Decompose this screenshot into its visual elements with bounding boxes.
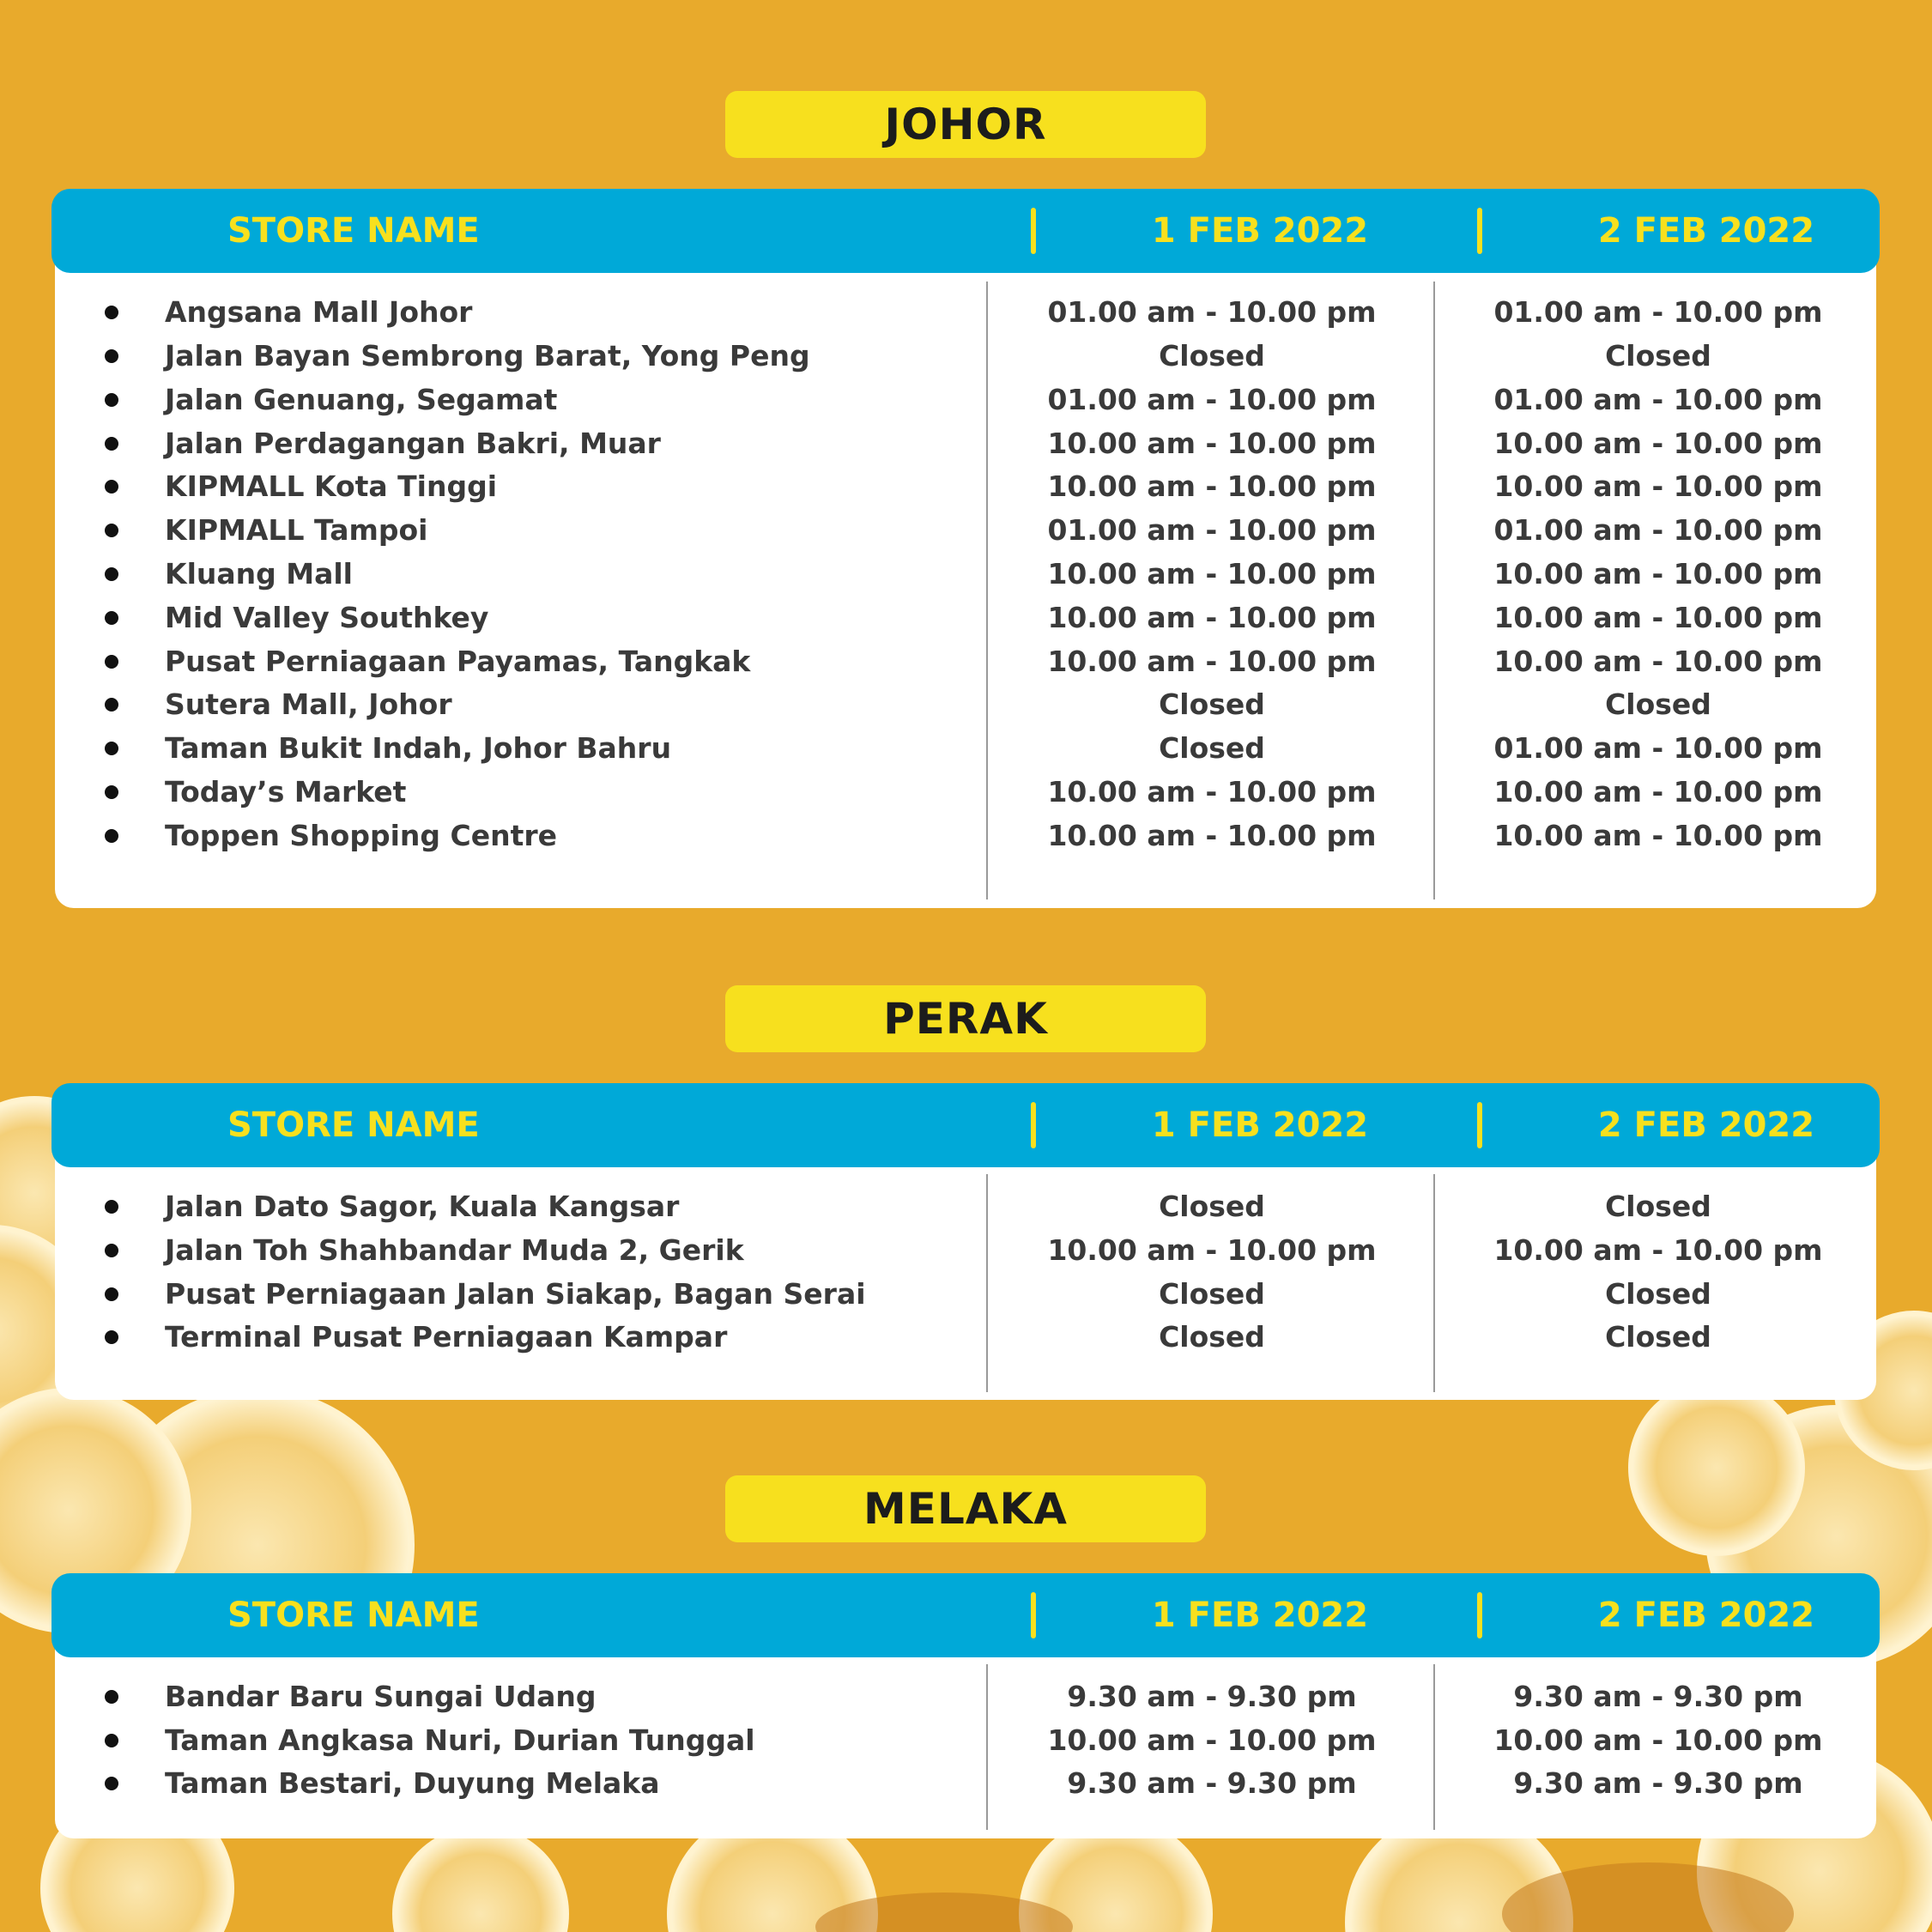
store-name: Taman Bukit Indah, Johor Bahru xyxy=(165,731,672,765)
table-header xyxy=(51,189,1880,273)
table-row xyxy=(55,682,1876,726)
bullet-icon xyxy=(105,1244,118,1257)
hours-date1: Closed xyxy=(1159,339,1265,372)
table-row xyxy=(55,508,1876,552)
hours-date1: 01.00 am - 10.00 pm xyxy=(1047,295,1377,329)
table-row xyxy=(55,639,1876,683)
hours-date1: Closed xyxy=(1159,1320,1265,1354)
store-name: Toppen Shopping Centre xyxy=(165,819,558,852)
store-name: Jalan Toh Shahbandar Muda 2, Gerik xyxy=(165,1233,744,1267)
hours-date1: 9.30 am - 9.30 pm xyxy=(1067,1680,1357,1713)
hours-date2: 01.00 am - 10.00 pm xyxy=(1493,295,1823,329)
section-title-perak: PERAK xyxy=(725,985,1206,1052)
store-name: Jalan Genuang, Segamat xyxy=(165,383,558,416)
table-perak xyxy=(55,1083,1876,1400)
table-row xyxy=(55,1315,1876,1359)
hours-date2: 10.00 am - 10.00 pm xyxy=(1493,1233,1823,1267)
hours-date1: 01.00 am - 10.00 pm xyxy=(1047,513,1377,547)
hours-date2: 10.00 am - 10.00 pm xyxy=(1493,557,1823,591)
store-name: Jalan Bayan Sembrong Barat, Yong Peng xyxy=(165,339,810,372)
column-header-store: STORE NAME xyxy=(227,211,480,251)
hours-date2: Closed xyxy=(1605,687,1711,721)
table-row xyxy=(55,1761,1876,1805)
hours-date1: 10.00 am - 10.00 pm xyxy=(1047,557,1377,591)
table-row xyxy=(55,1228,1876,1272)
hours-date2: 01.00 am - 10.00 pm xyxy=(1493,513,1823,547)
hours-date1: Closed xyxy=(1159,687,1265,721)
header-divider xyxy=(1477,1102,1482,1148)
table-row xyxy=(55,378,1876,421)
hours-date1: 10.00 am - 10.00 pm xyxy=(1047,469,1377,503)
table-row xyxy=(55,1272,1876,1316)
store-name: Angsana Mall Johor xyxy=(165,295,473,329)
store-name: Terminal Pusat Perniagaan Kampar xyxy=(165,1320,728,1354)
table-row xyxy=(55,770,1876,814)
column-header-date1: 1 FEB 2022 xyxy=(1151,211,1369,251)
hours-date2: 10.00 am - 10.00 pm xyxy=(1493,1723,1823,1757)
hours-date2: Closed xyxy=(1605,339,1711,372)
table-row xyxy=(55,464,1876,508)
column-header-store: STORE NAME xyxy=(227,1105,480,1145)
hours-date2: 10.00 am - 10.00 pm xyxy=(1493,601,1823,634)
store-name: Pusat Perniagaan Jalan Siakap, Bagan Serai xyxy=(165,1277,866,1311)
table-row xyxy=(55,334,1876,378)
bullet-icon xyxy=(105,480,118,494)
table-row xyxy=(55,726,1876,770)
hours-date2: 10.00 am - 10.00 pm xyxy=(1493,469,1823,503)
hours-date1: Closed xyxy=(1159,1277,1265,1311)
section-title-johor: JOHOR xyxy=(725,91,1206,158)
store-name: Jalan Dato Sagor, Kuala Kangsar xyxy=(165,1190,680,1223)
hours-date1: 10.00 am - 10.00 pm xyxy=(1047,775,1377,809)
bullet-icon xyxy=(105,437,118,451)
table-melaka xyxy=(55,1573,1876,1838)
header-divider xyxy=(1031,1592,1036,1638)
hours-date2: 01.00 am - 10.00 pm xyxy=(1493,383,1823,416)
hours-date1: Closed xyxy=(1159,731,1265,765)
bullet-icon xyxy=(105,829,118,843)
store-name: Mid Valley Southkey xyxy=(165,601,489,634)
hours-date2: Closed xyxy=(1605,1277,1711,1311)
table-row xyxy=(55,1718,1876,1762)
column-header-date1: 1 FEB 2022 xyxy=(1151,1596,1369,1635)
hours-date1: Closed xyxy=(1159,1190,1265,1223)
store-name: Taman Bestari, Duyung Melaka xyxy=(165,1766,660,1800)
column-header-date2: 2 FEB 2022 xyxy=(1597,1105,1815,1145)
hours-date2: 10.00 am - 10.00 pm xyxy=(1493,645,1823,678)
hours-date2: Closed xyxy=(1605,1190,1711,1223)
table-header xyxy=(51,1083,1880,1167)
header-divider xyxy=(1031,1102,1036,1148)
column-header-date1: 1 FEB 2022 xyxy=(1151,1105,1369,1145)
column-header-store: STORE NAME xyxy=(227,1596,480,1635)
hours-date1: 10.00 am - 10.00 pm xyxy=(1047,1233,1377,1267)
hours-date1: 9.30 am - 9.30 pm xyxy=(1067,1766,1357,1800)
bullet-icon xyxy=(105,655,118,669)
table-row xyxy=(55,421,1876,465)
header-divider xyxy=(1031,208,1036,254)
bullet-icon xyxy=(105,698,118,712)
header-divider xyxy=(1477,208,1482,254)
bullet-icon xyxy=(105,611,118,625)
header-divider xyxy=(1477,1592,1482,1638)
table-row xyxy=(55,1184,1876,1228)
bullet-icon xyxy=(105,1734,118,1747)
store-name: Kluang Mall xyxy=(165,557,353,591)
column-header-date2: 2 FEB 2022 xyxy=(1597,1596,1815,1635)
bullet-icon xyxy=(105,1777,118,1790)
hours-date1: 10.00 am - 10.00 pm xyxy=(1047,645,1377,678)
store-name: Jalan Perdagangan Bakri, Muar xyxy=(165,427,661,460)
store-name: Taman Angkasa Nuri, Durian Tunggal xyxy=(165,1723,755,1757)
store-name: KIPMALL Kota Tinggi xyxy=(165,469,498,503)
bullet-icon xyxy=(105,1690,118,1704)
bullet-icon xyxy=(105,393,118,407)
store-name: KIPMALL Tampoi xyxy=(165,513,428,547)
bullet-icon xyxy=(105,785,118,799)
bullet-icon xyxy=(105,1200,118,1214)
store-name: Bandar Baru Sungai Udang xyxy=(165,1680,597,1713)
hours-date2: 10.00 am - 10.00 pm xyxy=(1493,819,1823,852)
hours-date2: 9.30 am - 9.30 pm xyxy=(1513,1680,1803,1713)
bullet-icon xyxy=(105,742,118,755)
hours-date2: 10.00 am - 10.00 pm xyxy=(1493,427,1823,460)
table-row xyxy=(55,552,1876,596)
store-name: Pusat Perniagaan Payamas, Tangkak xyxy=(165,645,751,678)
table-header xyxy=(51,1573,1880,1657)
store-name: Today’s Market xyxy=(165,775,407,809)
bullet-icon xyxy=(105,1287,118,1301)
table-row xyxy=(55,814,1876,857)
hours-date1: 10.00 am - 10.00 pm xyxy=(1047,427,1377,460)
bullet-icon xyxy=(105,349,118,363)
table-row xyxy=(55,1675,1876,1718)
bullet-icon xyxy=(105,567,118,581)
hours-date1: 10.00 am - 10.00 pm xyxy=(1047,819,1377,852)
hours-date1: 01.00 am - 10.00 pm xyxy=(1047,383,1377,416)
hours-date2: 9.30 am - 9.30 pm xyxy=(1513,1766,1803,1800)
hours-date2: Closed xyxy=(1605,1320,1711,1354)
hours-date1: 10.00 am - 10.00 pm xyxy=(1047,1723,1377,1757)
bullet-icon xyxy=(105,1330,118,1344)
section-title-melaka: MELAKA xyxy=(725,1475,1206,1542)
column-header-date2: 2 FEB 2022 xyxy=(1597,211,1815,251)
store-name: Sutera Mall, Johor xyxy=(165,687,452,721)
hours-date1: 10.00 am - 10.00 pm xyxy=(1047,601,1377,634)
bullet-icon xyxy=(105,524,118,537)
bullet-icon xyxy=(105,306,118,319)
table-row xyxy=(55,596,1876,639)
table-johor xyxy=(55,189,1876,908)
hours-date2: 01.00 am - 10.00 pm xyxy=(1493,731,1823,765)
hours-date2: 10.00 am - 10.00 pm xyxy=(1493,775,1823,809)
table-row xyxy=(55,290,1876,334)
